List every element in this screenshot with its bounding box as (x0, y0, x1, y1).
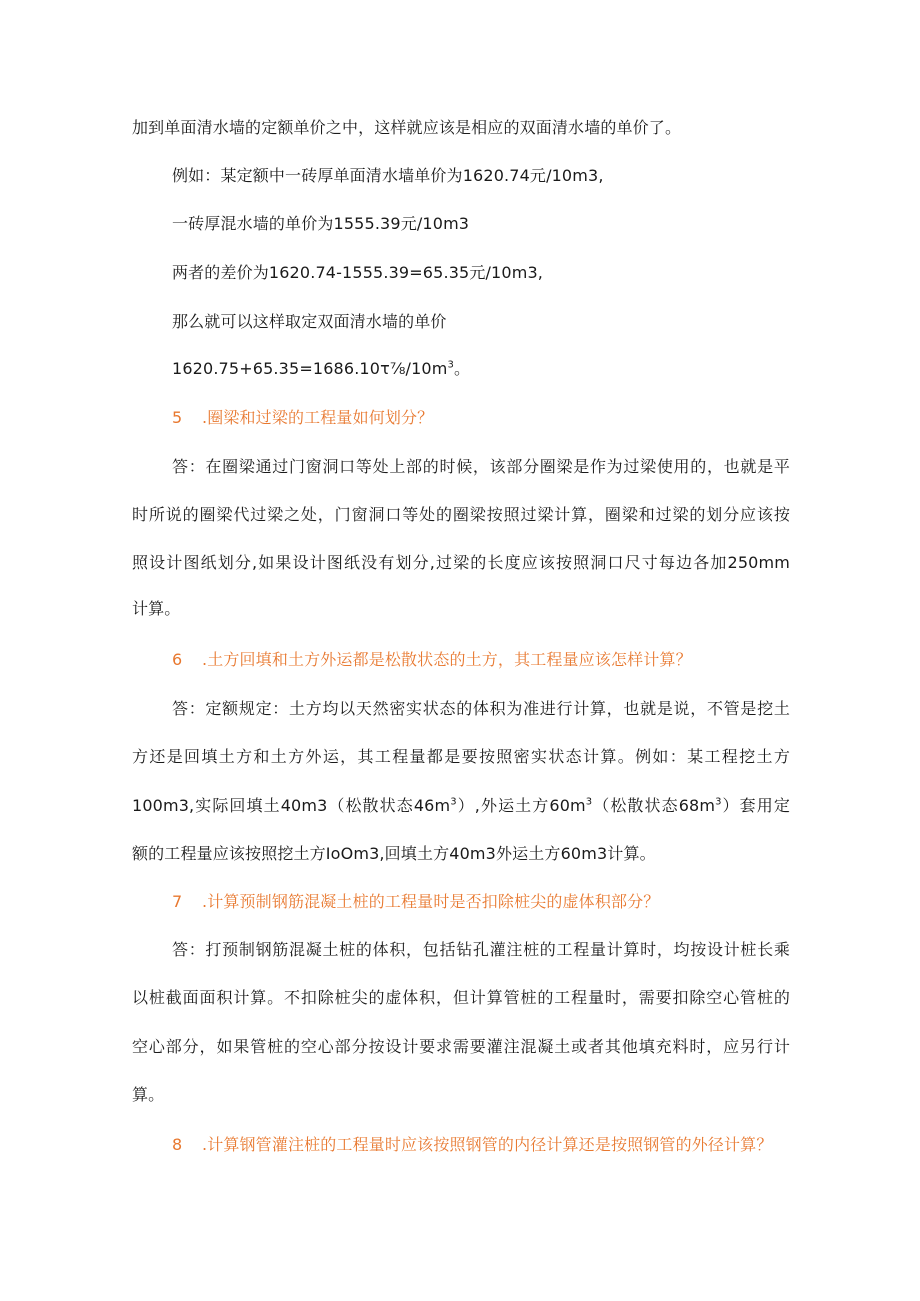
answer-line: 照设计图纸划分,如果设计图纸没有划分,过梁的长度应该按照洞口尺寸每边各加250mm (132, 553, 790, 572)
superscript: 3 (447, 359, 454, 371)
paragraph-line: 加到单面清水墙的定额单价之中，这样就应该是相应的双面清水墙的单价了。 (132, 118, 682, 137)
question-title: .计算钢管灌注桩的工程量时应该按照钢管的内径计算还是按照钢管的外径计算？ (202, 1135, 773, 1154)
superscript: 3 (585, 796, 593, 808)
question-heading-5 (172, 406, 433, 430)
answer-line: 额的工程量应该按照挖土方IoOm3,回填土方40m3外运土方60m3计算。 (132, 844, 656, 863)
text-run: ）,外运土方60m (456, 796, 586, 815)
question-heading-8 (172, 1133, 773, 1157)
question-title: .圈梁和过梁的工程量如何划分？ (202, 408, 434, 427)
answer-line: 答：在圈梁通过门窗洞口等处上部的时候，该部分圈梁是作为过梁使用的，也就是平 (172, 457, 790, 476)
answer-line: 计算。 (132, 599, 181, 618)
question-heading-6 (172, 648, 692, 672)
period: 。 (454, 359, 471, 378)
formula-text: 1620.75+65.35=1686.10τ⅞/10m (172, 359, 448, 378)
question-number: 8 (172, 1135, 183, 1154)
paragraph-line: 例如：某定额中一砖厚单面清水墙单价为1620.74元/10m3, (172, 166, 604, 185)
superscript: 3 (715, 796, 722, 808)
text-run: ）套用定 (721, 796, 790, 815)
question-title: .计算预制钢筋混凝土桩的工程量时是否扣除桩尖的虚体积部分？ (202, 892, 660, 911)
text-run: 100m3,实际回填土40m3（松散状态46m (132, 796, 451, 815)
answer-line (132, 794, 790, 818)
question-number: 7 (172, 892, 183, 911)
paragraph-line: 那么就可以这样取定双面清水墙的单价 (172, 312, 447, 331)
superscript: 3 (450, 796, 457, 808)
answer-line: 答：打预制钢筋混凝土桩的体积，包括钻孔灌注桩的工程量计算时，均按设计桩长乘 (172, 940, 790, 959)
answer-line: 答：定额规定：土方均以天然密实状态的体积为准进行计算，也就是说，不管是挖土 (172, 699, 790, 718)
question-heading-7 (172, 890, 659, 914)
paragraph-line: 一砖厚混水墙的单价为1555.39元/10m3 (172, 214, 470, 233)
paragraph-line: 两者的差价为1620.74-1555.39=65.35元/10m3, (172, 263, 544, 282)
question-number: 6 (172, 650, 183, 669)
paragraph-line (172, 357, 470, 381)
answer-line: 空心部分，如果管桩的空心部分按设计要求需要灌注混凝土或者其他填充料时，应另行计 (132, 1037, 790, 1056)
answer-line: 时所说的圈梁代过梁之处，门窗洞口等处的圈梁按照过梁计算，圈梁和过梁的划分应该按 (132, 505, 790, 524)
answer-line: 算。 (132, 1085, 165, 1104)
answer-line: 以桩截面面积计算。不扣除桩尖的虚体积，但计算管桩的工程量时，需要扣除空心管桩的 (132, 988, 790, 1007)
text-run: （松散状态68m (592, 796, 716, 815)
question-title: .土方回填和土方外运都是松散状态的土方，其工程量应该怎样计算？ (202, 650, 692, 669)
answer-line: 方还是回填土方和土方外运，其工程量都是要按照密实状态计算。例如：某工程挖土方 (132, 747, 790, 766)
question-number: 5 (172, 408, 183, 427)
